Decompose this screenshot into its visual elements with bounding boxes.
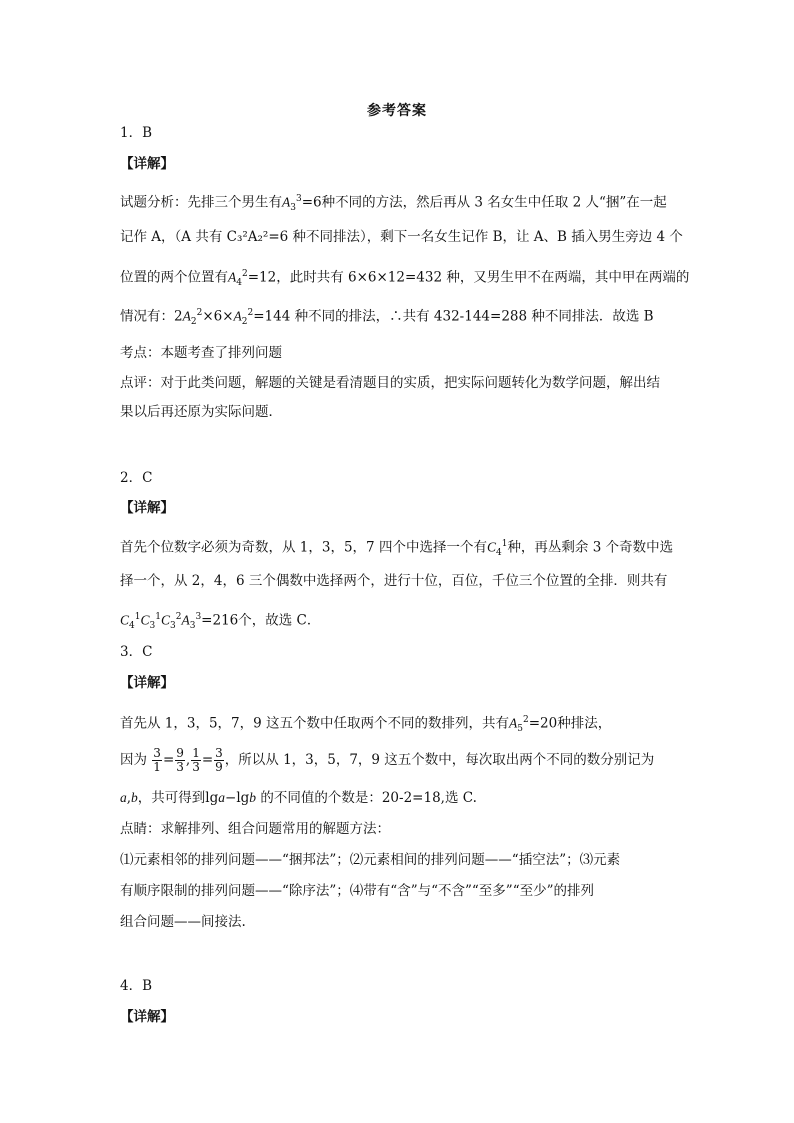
q3-tip-line-3: 组合问题——间接法. <box>120 914 246 930</box>
q1-comment-1: 点评：对于此类问题，解题的关键是看清题目的实质，把实际问题转化为数学问题，解出结 <box>120 375 660 391</box>
q4-detail-label: 【详解】 <box>120 1009 174 1025</box>
fraction: $\frac{1}{3}$ <box>192 746 200 774</box>
q4-heading: 4．B <box>120 978 153 994</box>
q3-heading: 3．C <box>120 644 153 660</box>
q3-tip-line-1: ⑴元素相邻的排列问题——“捆邦法”；⑵元素相间的排列问题——“插空法”；⑶元素 <box>120 852 621 868</box>
fraction: $\frac{3}{1}$ <box>153 746 161 774</box>
q2-heading: 2．C <box>120 470 153 486</box>
q3-tip-title: 点睛：求解排列、组合问题常用的解题方法： <box>120 821 390 837</box>
q3-line-1: 首先从 1，3，5，7，9 这五个数中任取两个不同的数排列，共有$A_5^2=20$种排法， <box>120 715 612 735</box>
q1-point: 考点：本题考查了排列问题 <box>120 345 282 361</box>
q3-line-3: a,b，共可得到lga−lgb 的不同值的个数是：20-2=18,选 C. <box>120 790 477 806</box>
q3-tip-line-2: 有顺序限制的排列问题——“除序法”；⑷带有“含”与“不含”“至多”“至少”的排列 <box>120 883 595 899</box>
q2-line-3: $C_4^1C_3^1C_3^2A_3^3=216$个，故选 C． <box>120 612 321 632</box>
q1-line-1: 试题分析：先排三个男生有$A_3^3=6$种不同的方法，然后再从 3 名女生中任取 2 人“捆”在一起 <box>120 194 667 214</box>
q1-line-2: 记作 A，（A 共有 C₃²A₂²=6 种不同排法），剩下一名女生记作 B，让 A、B 插入男生旁边 4 个 <box>120 229 683 245</box>
q2-line-1: 首先个位数字必须为奇数，从 1，3，5，7 四个中选择一个有$C_4^1$种，再丛剩余 3 个奇数中选 <box>120 539 674 559</box>
q2-line-2: 择一个，从 2，4，6 三个偶数中选择两个，进行十位，百位，千位三个位置的全排．则共有 <box>120 573 668 589</box>
page-title: 参考答案 <box>367 103 427 119</box>
q1-line-3: 位置的两个位置有$A_4^2=12$，此时共有 6×6×12=432 种，又男生甲不在两端，其中甲在两端的 <box>120 269 690 289</box>
fraction: $\frac{9}{3}$ <box>176 746 184 774</box>
q1-comment-2: 果以后再还原为实际问题． <box>120 404 282 420</box>
q2-detail-label: 【详解】 <box>120 500 174 516</box>
fraction: $\frac{3}{9}$ <box>215 746 223 774</box>
q1-line-4: 情况有：$2A_2^2\times 6\times A_2^2=144$ 种不同的排法，∴共有 432-144=288 种不同排法．故选 B <box>120 308 654 328</box>
q1-detail-label: 【详解】 <box>120 156 174 172</box>
q3-detail-label: 【详解】 <box>120 675 174 691</box>
q1-heading: 1．B <box>120 125 153 141</box>
q3-line-2: 因为 $\frac{3}{1}$ = $\frac{9}{3}$ , $\frac{1}{3}$ = $\frac{3}{9}$ ，所以从 1，3，5，7，9 这五个数中，每次取出两个不同的数分别记为 <box>120 746 655 774</box>
